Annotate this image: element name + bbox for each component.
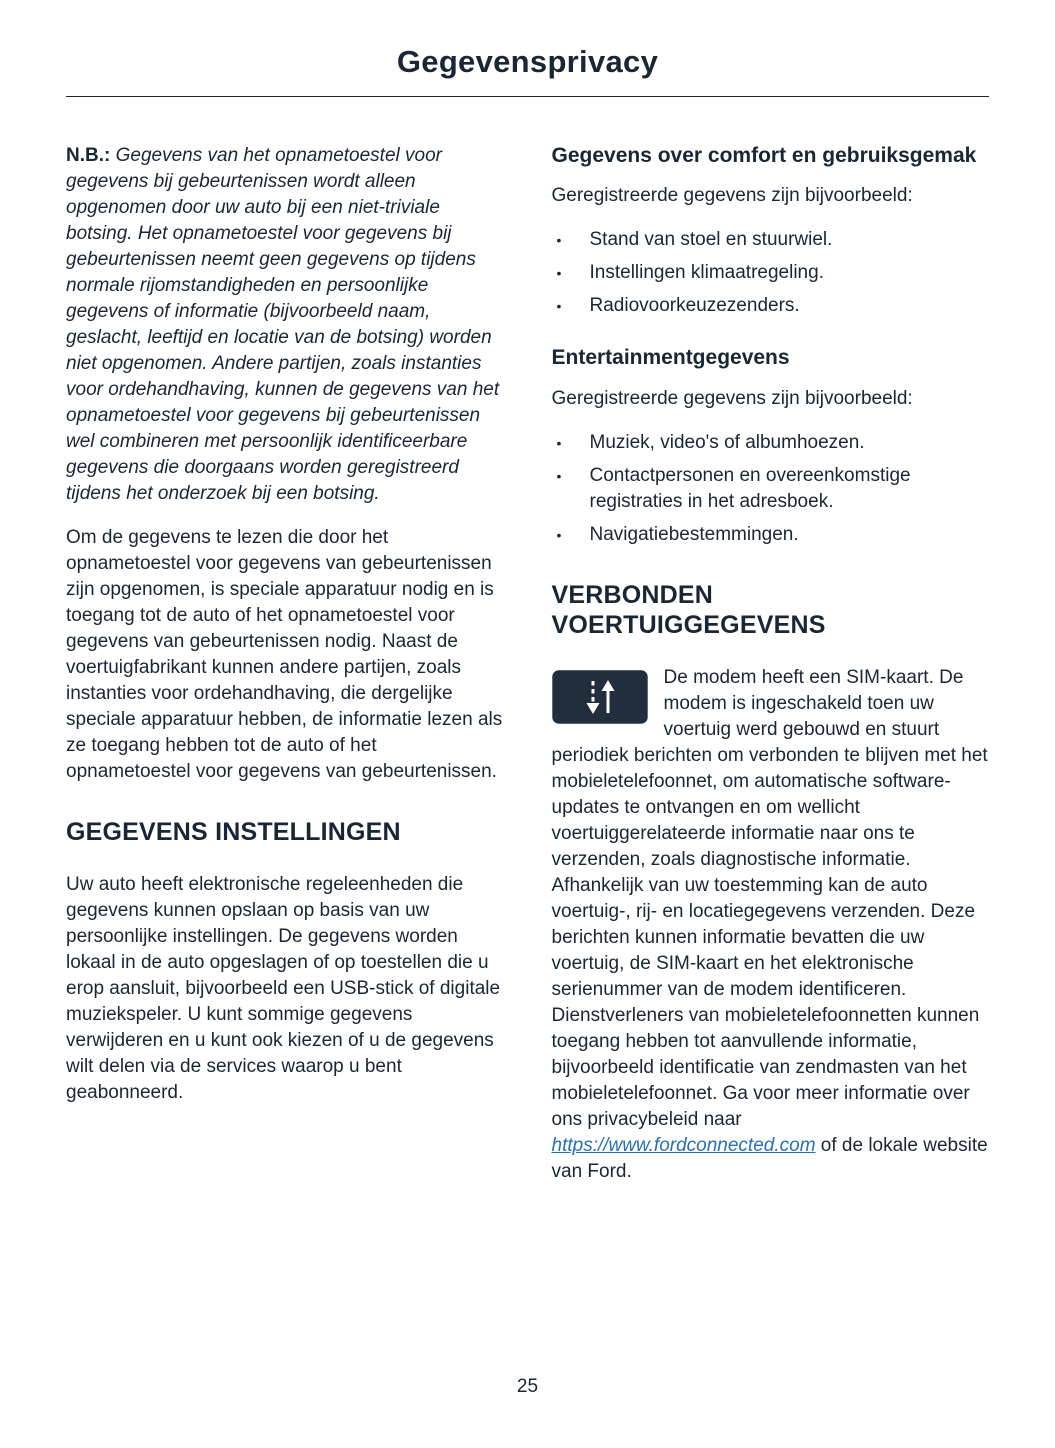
bullet-marker: •	[556, 232, 562, 249]
connected-text-after: of de lokale website van Ford.	[551, 1134, 988, 1182]
list-item	[552, 463, 990, 515]
entertainment-intro: Geregistreerde gegevens zijn bijvoorbeeld:	[551, 387, 913, 409]
page-title: Gegevensprivacy	[396, 44, 659, 79]
connected-text-before: De modem heeft een SIM-kaart. De modem is ingeschakeld toen uw voertuig werd gebouwd en stuurt periodiek berichten om verbonden te blijven met het mobieletelefoonnet, om automatische software-updates te ontvangen en om wellicht voertuiggerelateerde informatie naar ons te verzenden, zoals diagnostische informatie. Afhankelijk van uw toestemming kan de auto voertuig-, rij- en locatiegegevens verzenden. Deze berichten kunnen informatie bevatten die uw voertuig, de SIM-kaart en het elektronische serienummer van de modem identificeren. Dienstverleners van mobieletelefoonnetten kunnen toegang hebben tot aanvullende informatie, bijvoorbeeld identificatie van zendmasten van het mobieletelefoonnet. Ga voor meer informatie over ons privacybeleid naar	[551, 666, 988, 1130]
bullet-text: Radiovoorkeuzezenders.	[589, 295, 800, 317]
bullet-text: Navigatiebestemmingen.	[589, 523, 799, 545]
list-item	[552, 293, 990, 319]
bullet-marker: •	[556, 526, 562, 543]
list-item	[552, 260, 990, 286]
comfort-bullet-list	[552, 227, 990, 319]
heading-entertainment: Entertainmentgegevens	[551, 346, 790, 370]
list-item	[552, 430, 990, 456]
bullet-text: Instellingen klimaatregeling.	[589, 262, 824, 284]
title-divider	[66, 96, 989, 97]
nb-note	[66, 143, 504, 507]
note-label: N.B.:	[66, 145, 111, 166]
bullet-text: Stand van stoel en stuurwiel.	[589, 229, 833, 251]
two-column-layout	[66, 143, 989, 1203]
modem-data-transfer-icon	[552, 670, 648, 724]
bullet-text: Muziek, video's of albumhoezen.	[589, 431, 865, 453]
bullet-marker: •	[556, 298, 562, 315]
heading-comfort: Gegevens over comfort en gebruiksgemak	[551, 144, 977, 167]
bullet-marker: •	[556, 467, 562, 484]
page-number: 25	[516, 1376, 539, 1397]
paragraph-connected-vehicle	[552, 665, 990, 1185]
paragraph-event-data-access: Om de gegevens te lezen die door het opnametoestel voor gegevens van gebeurtenissen zijn opgenomen, is speciale apparatuur nodig en is toegang tot de auto of het opnametoestel voor gegevens van gebeurtenissen nodig. Naast de voertuigfabrikant kunnen andere partijen, zoals instanties voor ordehandhaving, die dergelijke speciale apparatuur hebben, de informatie lezen als ze toegang hebben tot de auto of het opnametoestel voor gegevens van gebeurtenissen.	[66, 527, 503, 783]
list-item	[552, 522, 990, 548]
heading-verbonden-voertuiggegevens: VERBONDEN VOERTUIGGEGEVENS	[551, 580, 826, 640]
bullet-marker: •	[556, 265, 562, 282]
heading-gegevens-instellingen: GEGEVENS INSTELLINGEN	[66, 818, 401, 847]
fordconnected-link[interactable]: https://www.fordconnected.com	[551, 1134, 816, 1156]
paragraph-gegevens-instellingen: Uw auto heeft elektronische regeleenheden die gegevens kunnen opslaan op basis van uw persoonlijke instellingen. De gegevens worden lokaal in de auto opgeslagen of op toestellen die u erop aansluit, bijvoorbeeld een USB-stick of digitale muziekspeler. U kunt sommige gegevens verwijderen en u kunt ook kiezen of u de gegevens wilt delen via de services waarop u bent geabonneerd.	[66, 873, 501, 1103]
right-column	[552, 143, 990, 1203]
entertainment-bullet-list	[552, 430, 990, 548]
note-text: Gegevens van het opnametoestel voor gegevens bij gebeurtenissen wordt alleen opgenomen door uw auto bij een niet-triviale botsing. Het opnametoestel voor gegevens bij gebeurtenissen neemt geen gegevens op tijdens normale rijomstandigheden en persoonlijke gegevens of informatie (bijvoorbeeld naam, geslacht, leeftijd en locatie van de botsing) worden niet opgenomen. Andere partijen, zoals instanties voor ordehandhaving, kunnen de gegevens van het opnametoestel voor gegevens bij gebeurtenissen wel combineren met persoonlijk identificeerbare gegevens die doorgaans worden geregistreerd tijdens het onderzoek bij een botsing.	[66, 145, 500, 505]
bullet-marker: •	[556, 434, 562, 451]
bullet-text: Contactpersonen en overeenkomstige registraties in het adresboek.	[589, 464, 911, 512]
list-item	[552, 227, 990, 253]
comfort-intro: Geregistreerde gegevens zijn bijvoorbeeld:	[551, 185, 913, 207]
left-column	[66, 143, 504, 1203]
